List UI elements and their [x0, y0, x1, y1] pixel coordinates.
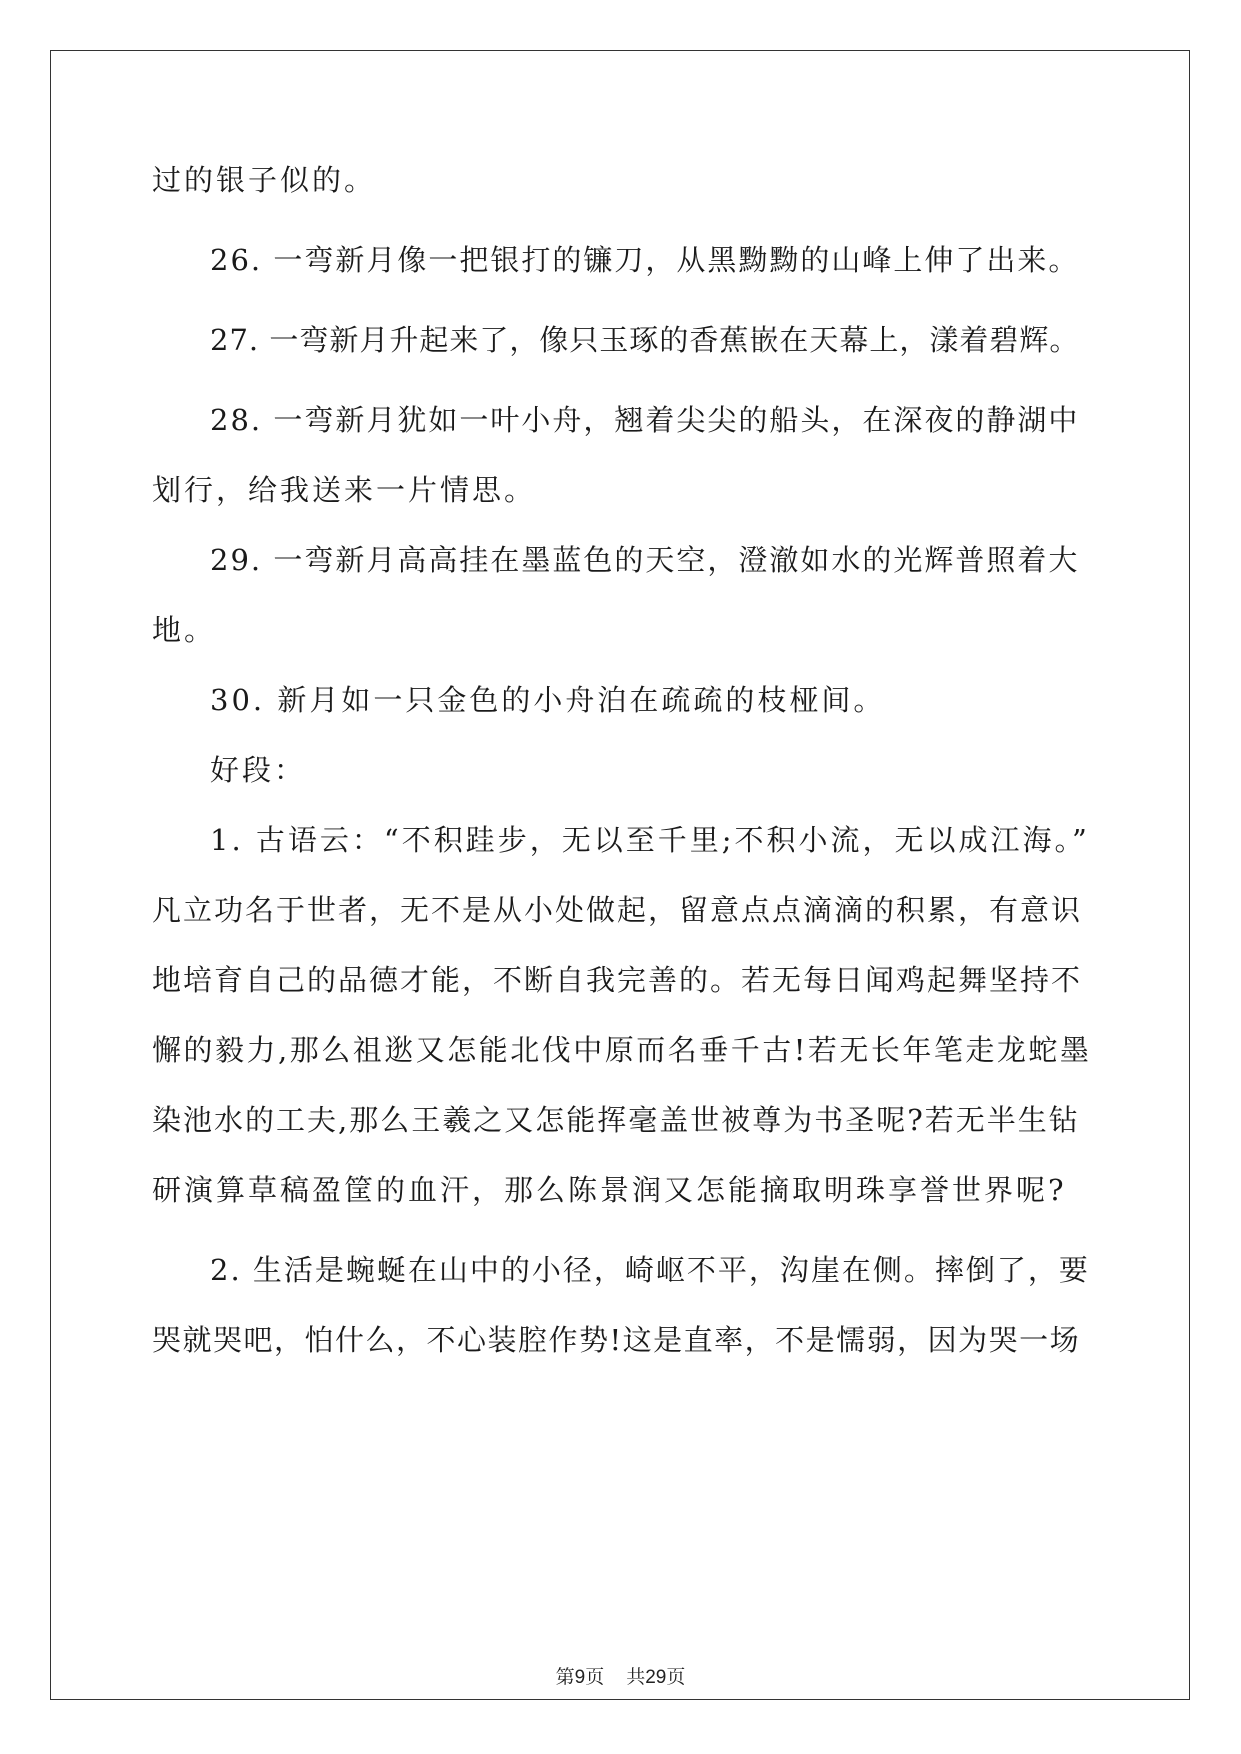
- text-line-12: 地培育自己的品德才能，不断自我完善的。若无每日闻鸡起舞坚持不: [152, 963, 1083, 997]
- page-number: 9: [574, 1667, 586, 1688]
- text-line-5: 划行，给我送来一片情思。: [152, 473, 537, 507]
- text-line-15: 研演算草稿盈筐的血汗，那么陈景润又怎能摘取明珠享誉世界呢?: [152, 1173, 1067, 1207]
- page-label-suffix: 页: [585, 1666, 605, 1688]
- text-line-13: 懈的毅力,那么祖逖又怎能北伐中原而名垂千古!若无长年笔走龙蛇墨: [152, 1033, 1092, 1067]
- total-pages: 29: [645, 1667, 667, 1688]
- text-line-1: 过的银子似的。: [152, 163, 377, 197]
- text-line-10: 1. 古语云：“不积跬步，无以至千里;不积小流，无以成江海。”: [210, 823, 1090, 857]
- total-label-suffix: 页: [666, 1666, 686, 1688]
- page-footer: [0, 1662, 1241, 1689]
- total-label-prefix: 共: [626, 1666, 646, 1688]
- text-line-17: 哭就哭吧，怕什么，不心装腔作势!这是直率，不是懦弱，因为哭一场: [152, 1323, 1081, 1357]
- text-line-14: 染池水的工夫,那么王羲之又怎能挥毫盖世被尊为书圣呢?若无半生钻: [152, 1103, 1080, 1137]
- text-line-6: 29. 一弯新月高高挂在墨蓝色的天空，澄澈如水的光辉普照着大: [210, 543, 1080, 577]
- text-line-16: 2. 生活是蜿蜒在山中的小径，崎岖不平，沟崖在侧。摔倒了，要: [210, 1253, 1090, 1287]
- text-line-9: 好段：: [210, 753, 307, 787]
- text-line-11: 凡立功名于世者，无不是从小处做起，留意点点滴滴的积累，有意识: [152, 893, 1083, 927]
- text-line-8: 30. 新月如一只金色的小舟泊在疏疏的枝桠间。: [210, 683, 886, 717]
- text-line-4: 28. 一弯新月犹如一叶小舟，翘着尖尖的船头，在深夜的静湖中: [210, 403, 1080, 437]
- text-line-3: 27. 一弯新月升起来了，像只玉琢的香蕉嵌在天幕上，漾着碧辉。: [210, 323, 1080, 357]
- text-line-7: 地。: [152, 613, 217, 647]
- page-border: [50, 50, 1190, 1700]
- page-label-prefix: 第: [555, 1666, 575, 1688]
- text-line-2: 26. 一弯新月像一把银打的镰刀，从黑黝黝的山峰上伸了出来。: [210, 243, 1080, 277]
